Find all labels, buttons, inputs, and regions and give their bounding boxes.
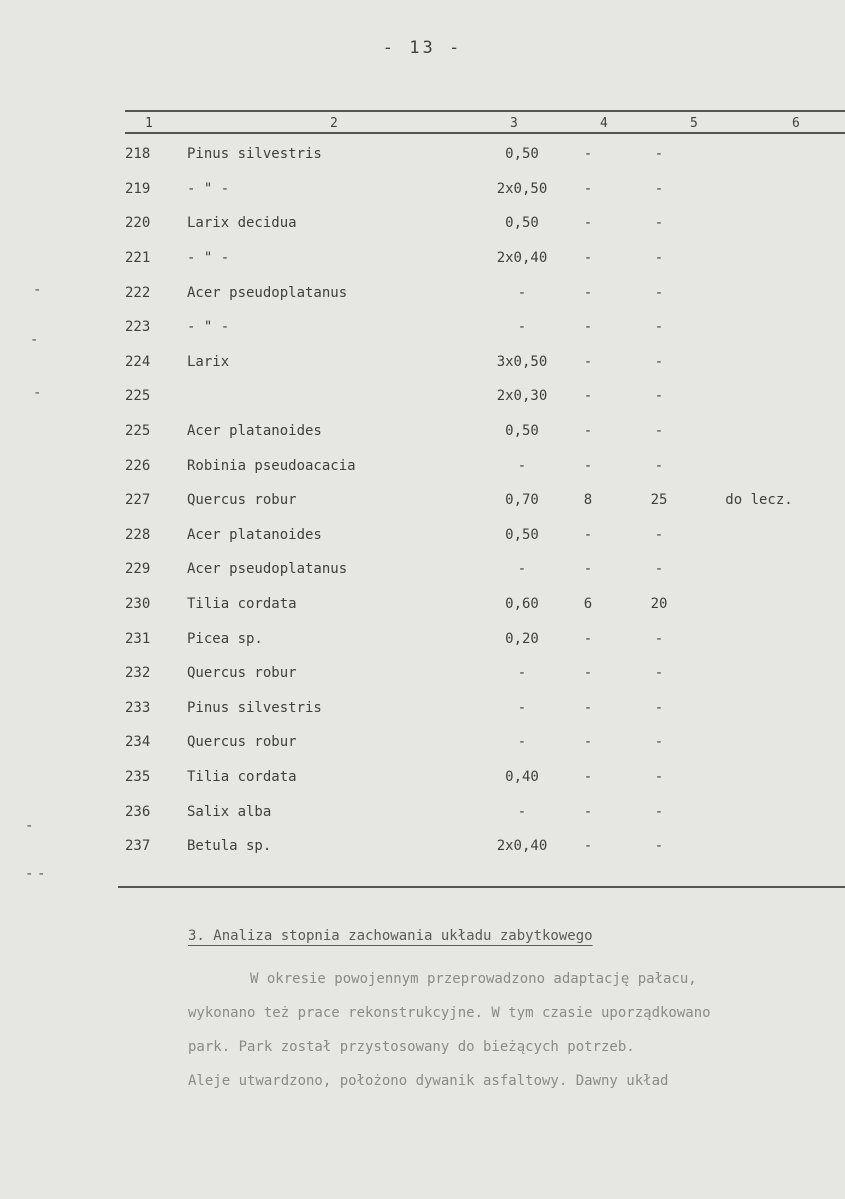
column-header-1: 1	[145, 116, 153, 131]
species-name: Tilia cordata	[187, 596, 297, 613]
species-name: Acer pseudoplatanus	[187, 284, 348, 301]
table-row	[125, 518, 809, 553]
record-number: 234	[125, 734, 151, 751]
species-name: Picea sp.	[187, 630, 263, 647]
column-4-value: -	[583, 803, 593, 820]
diameter-value: -	[517, 734, 527, 751]
column-header-6: 6	[792, 116, 800, 131]
table-row	[125, 587, 809, 622]
paragraph-line: W okresie powojennym przeprowadzono adaptację pałacu,	[250, 971, 697, 987]
margin-mark: -	[37, 866, 46, 882]
table-row	[125, 829, 809, 864]
table-top-rule	[125, 110, 845, 112]
record-number: 230	[125, 596, 151, 613]
diameter-value: 0,60	[505, 596, 539, 613]
column-header-4: 4	[600, 116, 608, 131]
column-5-value: 25	[650, 492, 668, 509]
note-value	[709, 448, 809, 483]
table-row	[125, 345, 809, 380]
diameter-value: -	[517, 699, 527, 716]
species-name: Quercus robur	[187, 734, 297, 751]
tree-inventory-table	[125, 137, 809, 863]
diameter-value: -	[517, 665, 527, 682]
table-row	[125, 414, 809, 449]
column-5-value: -	[654, 319, 664, 336]
paragraph-line: park. Park został przystosowany do bieżących potrzeb.	[188, 1039, 635, 1055]
column-header-5: 5	[690, 116, 698, 131]
note-value	[709, 691, 809, 726]
column-4-value: -	[583, 423, 593, 440]
table-row	[125, 448, 809, 483]
column-5-value: -	[654, 561, 664, 578]
record-number: 233	[125, 699, 151, 716]
table-row	[125, 725, 809, 760]
record-number: 228	[125, 526, 151, 543]
record-number: 219	[125, 180, 151, 197]
table-row	[125, 172, 809, 207]
column-4-value: -	[583, 180, 593, 197]
column-4-value: -	[583, 630, 593, 647]
table-row	[125, 379, 809, 414]
margin-mark: -	[33, 282, 42, 298]
column-4-value: -	[583, 768, 593, 785]
record-number: 218	[125, 146, 151, 163]
diameter-value: -	[517, 803, 527, 820]
table-row	[125, 656, 809, 691]
note-value	[709, 275, 809, 310]
column-4-value: -	[583, 215, 593, 232]
column-4-value: -	[583, 457, 593, 474]
note-value	[709, 760, 809, 795]
species-name: - " -	[187, 180, 230, 197]
table-row	[125, 206, 809, 241]
column-4-value: -	[583, 319, 593, 336]
column-4-value: 6	[583, 596, 593, 613]
paragraph-line: Aleje utwardzono, położono dywanik asfaltowy. Dawny układ	[188, 1073, 669, 1089]
diameter-value: 2x0,40	[496, 838, 548, 855]
note-value	[709, 725, 809, 760]
species-name: Tilia cordata	[187, 768, 297, 785]
diameter-value: 0,50	[505, 423, 539, 440]
species-name	[187, 379, 477, 414]
note-value	[709, 345, 809, 380]
note-value	[709, 379, 809, 414]
column-5-value: -	[654, 250, 664, 267]
note-value	[709, 587, 809, 622]
margin-mark: -	[33, 385, 42, 401]
column-5-value: -	[654, 630, 664, 647]
note-value	[709, 172, 809, 207]
column-4-value: -	[583, 388, 593, 405]
column-5-value: -	[654, 699, 664, 716]
species-name: Larix decidua	[187, 215, 297, 232]
note-value	[709, 829, 809, 864]
note-value	[709, 414, 809, 449]
table-header-rule	[125, 132, 845, 134]
table-row	[125, 760, 809, 795]
record-number: 227	[125, 492, 151, 509]
species-name: Pinus silvestris	[187, 146, 322, 163]
diameter-value: 0,50	[505, 526, 539, 543]
column-5-value: -	[654, 665, 664, 682]
section-heading: 3. Analiza stopnia zachowania układu zabytkowego	[188, 928, 593, 944]
record-number: 229	[125, 561, 151, 578]
table-body	[125, 137, 809, 863]
column-4-value: -	[583, 353, 593, 370]
record-number: 231	[125, 630, 151, 647]
column-5-value: -	[654, 215, 664, 232]
column-4-value: -	[583, 665, 593, 682]
note-value	[709, 310, 809, 345]
diameter-value: -	[517, 319, 527, 336]
table-row	[125, 691, 809, 726]
record-number: 222	[125, 284, 151, 301]
diameter-value: 0,70	[505, 492, 539, 509]
table-row	[125, 275, 809, 310]
column-5-value: -	[654, 180, 664, 197]
table-row	[125, 794, 809, 829]
record-number: 223	[125, 319, 151, 336]
record-number: 232	[125, 665, 151, 682]
species-name: Acer pseudoplatanus	[187, 561, 348, 578]
margin-mark: -	[30, 332, 39, 348]
diameter-value: 0,50	[505, 146, 539, 163]
column-4-value: -	[583, 561, 593, 578]
diameter-value: 2x0,40	[496, 250, 548, 267]
table-row	[125, 241, 809, 276]
column-5-value: -	[654, 803, 664, 820]
species-name: Quercus robur	[187, 665, 297, 682]
diameter-value: 3x0,50	[496, 353, 548, 370]
column-5-value: -	[654, 146, 664, 163]
column-5-value: -	[654, 838, 664, 855]
column-5-value: -	[654, 768, 664, 785]
record-number: 220	[125, 215, 151, 232]
margin-mark: -	[25, 866, 34, 882]
record-number: 224	[125, 353, 151, 370]
diameter-value: 2x0,50	[496, 180, 548, 197]
record-number: 225	[125, 388, 151, 405]
diameter-value: 0,40	[505, 768, 539, 785]
note-value	[709, 241, 809, 276]
note-value	[709, 552, 809, 587]
column-4-value: -	[583, 146, 593, 163]
table-row	[125, 483, 809, 518]
note-value	[709, 656, 809, 691]
note-value	[709, 794, 809, 829]
diameter-value: -	[517, 457, 527, 474]
column-4-value: -	[583, 699, 593, 716]
species-name: Salix alba	[187, 803, 272, 820]
table-bottom-rule	[118, 886, 845, 888]
column-5-value: -	[654, 423, 664, 440]
diameter-value: 0,20	[505, 630, 539, 647]
record-number: 225	[125, 423, 151, 440]
species-name: Pinus silvestris	[187, 699, 322, 716]
column-5-value: -	[654, 284, 664, 301]
column-4-value: -	[583, 838, 593, 855]
record-number: 226	[125, 457, 151, 474]
species-name: Acer platanoides	[187, 423, 322, 440]
section-paragraph	[188, 962, 808, 1098]
column-4-value: 8	[583, 492, 593, 509]
column-5-value: -	[654, 457, 664, 474]
table-row	[125, 552, 809, 587]
page-number: - 13 -	[382, 38, 463, 58]
table-column-headers	[0, 116, 845, 132]
paragraph-line: wykonano też prace rekonstrukcyjne. W tym czasie uporządkowano	[188, 1005, 711, 1021]
species-name: Acer platanoides	[187, 526, 322, 543]
note-value	[709, 518, 809, 553]
column-4-value: -	[583, 284, 593, 301]
note-value	[709, 137, 809, 172]
table-row	[125, 310, 809, 345]
diameter-value: 0,50	[505, 215, 539, 232]
species-name: Larix	[187, 353, 230, 370]
column-header-2: 2	[330, 116, 338, 131]
column-header-3: 3	[510, 116, 518, 131]
species-name: Robinia pseudoacacia	[187, 457, 356, 474]
record-number: 235	[125, 768, 151, 785]
record-number: 237	[125, 838, 151, 855]
species-name: Quercus robur	[187, 492, 297, 509]
table-row	[125, 137, 809, 172]
record-number: 221	[125, 250, 151, 267]
diameter-value: 2x0,30	[496, 388, 548, 405]
species-name: - " -	[187, 250, 230, 267]
column-5-value: -	[654, 353, 664, 370]
margin-mark: -	[25, 818, 34, 834]
species-name: - " -	[187, 319, 230, 336]
column-5-value: -	[654, 388, 664, 405]
table-row	[125, 621, 809, 656]
column-4-value: -	[583, 734, 593, 751]
column-5-value: 20	[650, 596, 668, 613]
record-number: 236	[125, 803, 151, 820]
note-value	[709, 206, 809, 241]
note-value	[709, 621, 809, 656]
column-5-value: -	[654, 526, 664, 543]
diameter-value: -	[517, 284, 527, 301]
column-5-value: -	[654, 734, 664, 751]
diameter-value: -	[517, 561, 527, 578]
note-value: do lecz.	[725, 492, 793, 509]
species-name: Betula sp.	[187, 838, 272, 855]
column-4-value: -	[583, 526, 593, 543]
column-4-value: -	[583, 250, 593, 267]
